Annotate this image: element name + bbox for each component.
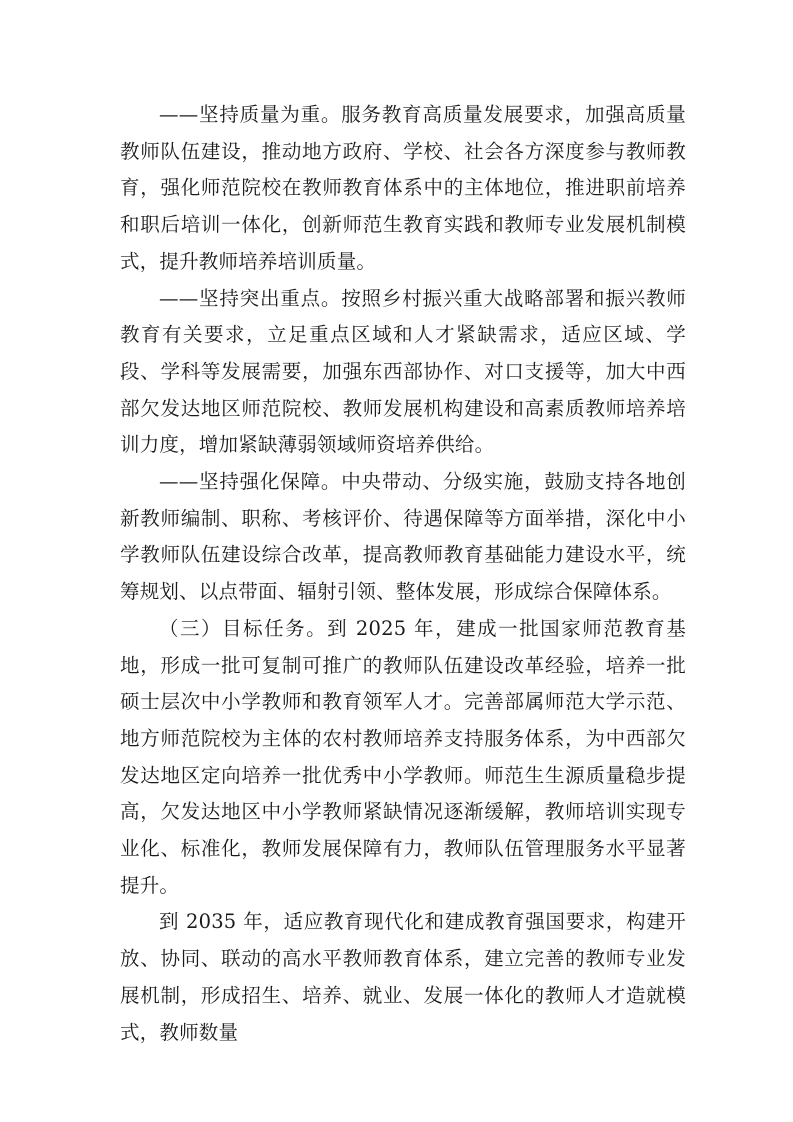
paragraph-safeguards: ——坚持强化保障。中央带动、分级实施，鼓励支持各地创新教师编制、职称、考核评价、待遇保障等方面举措，深化中小学教师队伍建设综合改革，提高教师教育基础能力建设水平，统筹规划、以点带面、辐射引领、整体发展，形成综合保障体系。 [120, 470, 686, 604]
paragraph-quality: ——坚持质量为重。服务教育高质量发展要求，加强高质量教师队伍建设，推动地方政府、学校、社会各方深度参与教师教育，强化师范院校在教师教育体系中的主体地位，推进职前培养和职后培训一体化，创新师范生教育实践和教师专业发展机制模式，提升教师培养培训质量。 [120, 103, 686, 273]
paragraph-key-points: ——坚持突出重点。按照乡村振兴重大战略部署和振兴教师教育有关要求，立足重点区域和人才紧缺需求，适应区域、学段、学科等发展需要，加强东西部协作、对口支援等，加大中西部欠发达地区师范院校、教师发展机构建设和高素质教师培养培训力度，增加紧缺薄弱领域师资培养供给。 [120, 286, 686, 457]
document-page [120, 97, 686, 1051]
paragraph-goals-2035: 到 2035 年，适应教育现代化和建成教育强国要求，构建开放、协同、联动的高水平教师教育体系，建立完善的教师专业发展机制，形成招生、培养、就业、发展一体化的教师人才造就模式，教师数量 [120, 910, 686, 1044]
paragraph-goals-2025: （三）目标任务。到 2025 年，建成一批国家师范教育基地，形成一批可复制可推广的教师队伍建设改革经验，培养一批硕士层次中小学教师和教育领军人才。完善部属师范大学示范、地方师范院校为主体的农村教师培养支持服务体系，为中西部欠发达地区定向培养一批优秀中小学教师。师范生生源质量稳步提高，欠发达地区中小学教师紧缺情况逐渐缓解，教师培训实现专业化、标准化，教师发展保障有力，教师队伍管理服务水平显著提升。 [120, 616, 686, 897]
